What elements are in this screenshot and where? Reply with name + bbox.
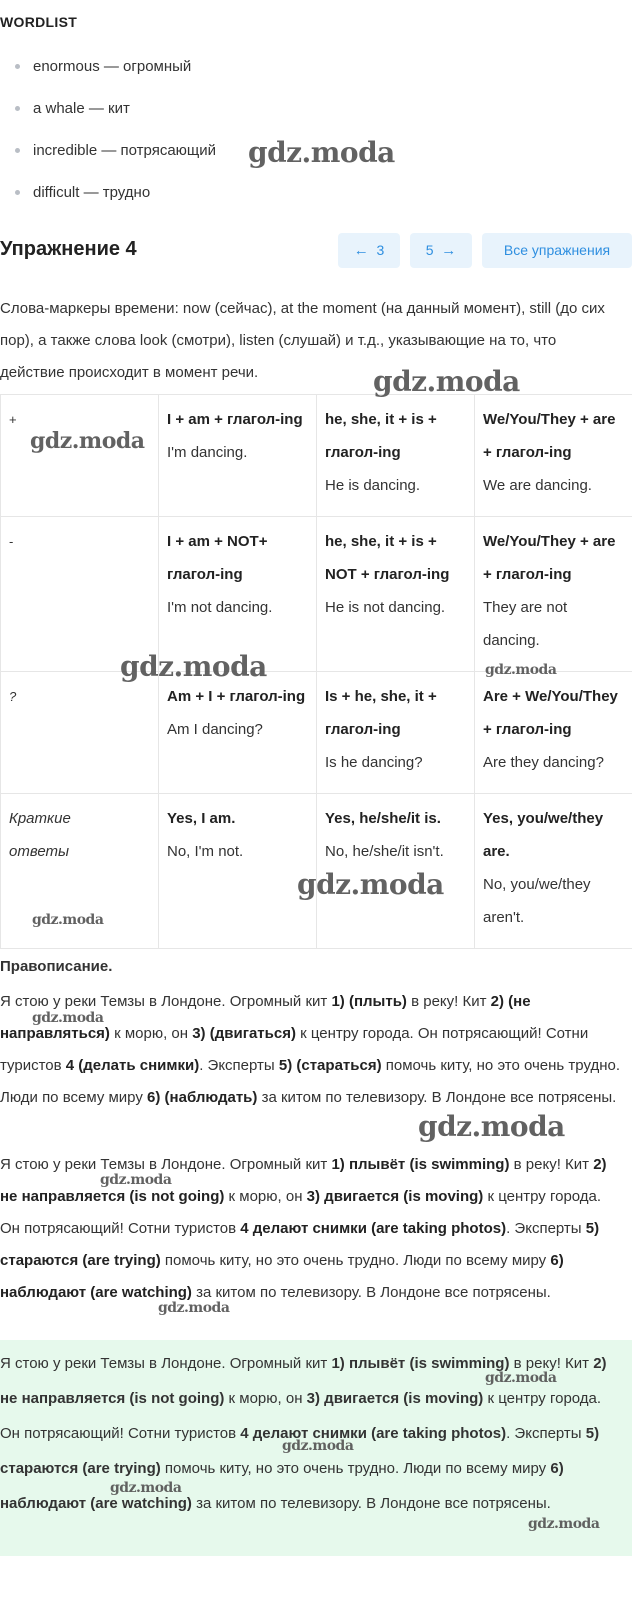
table-cell: he, she, it + is + NOT + глагол-ing He is not dancing. xyxy=(317,517,475,672)
bullet-icon xyxy=(15,64,20,69)
table-cell: Is + he, she, it + глагол-ing Is he dancing? xyxy=(317,672,475,794)
next-exercise-button[interactable]: 5 → xyxy=(410,233,472,268)
prev-exercise-button[interactable]: ← 3 xyxy=(338,233,400,268)
bullet-icon xyxy=(15,190,20,195)
row-label: ? xyxy=(1,672,159,794)
intro-text: Слова-маркеры времени: now (сейчас), at the moment (на данный момент), still (до сих пор), а также слова look (смотри), listen (слушай) и т.д., указывающие на то, что действие происходит в момент речи. xyxy=(0,300,605,381)
watermark: gdz.moda xyxy=(158,1300,230,1316)
table-cell: I + am + NOT+ глагол-ing I'm not dancing. xyxy=(159,517,317,672)
watermark: gdz.moda xyxy=(373,365,520,398)
watermark: gdz.moda xyxy=(110,1480,182,1496)
table-row xyxy=(1,395,632,517)
watermark: gdz.moda xyxy=(297,868,444,901)
wordlist-item: a whale — кит xyxy=(0,100,632,142)
watermark: gdz.moda xyxy=(528,1516,600,1532)
answer-text: Я стою у реки Темзы в Лондоне. Огромный кит 1) плывёт (is swimming) в реку! Кит 2) не направляется (is not going) к морю, он 3) двигается (is moving) к центру города. Он потрясающий! Сотни туристов 4 делают снимки (are taking photos). Эксперты 5) стараются (are trying) помочь киту, но это очень трудно. Люди по всему миру 6) наблюдают (are watching) за китом по телевизору. В Лондоне все потрясены. xyxy=(0,1156,607,1301)
table-cell: We/You/They + are + глагол-ing They are not dancing. xyxy=(475,517,632,672)
table-cell: Am + I + глагол-ing Am I dancing? xyxy=(159,672,317,794)
bullet-icon xyxy=(15,106,20,111)
table-cell: Are + We/You/They + глагол-ing Are they dancing? xyxy=(475,672,632,794)
watermark: gdz.moda xyxy=(30,428,145,454)
task-text: Я стою у реки Темзы в Лондоне. Огромный кит 1) (плыть) в реку! Кит 2) (не направляться) к морю, он 3) (двигаться) к центру города. Он потрясающий! Сотни туристов 4 (делать снимки). Эксперты 5) (стараться) помочь киту, но это очень трудно. Люди по всему миру 6) (наблюдать) за китом по телевизору. В Лондоне все потрясены. xyxy=(0,993,621,1106)
watermark: gdz.moda xyxy=(100,1172,172,1188)
spelling-heading: Правописание. xyxy=(0,958,113,975)
wordlist-item: enormous — огромный xyxy=(0,58,632,100)
row-label: - xyxy=(1,517,159,672)
arrow-left-icon: ← xyxy=(353,242,369,259)
watermark: gdz.moda xyxy=(32,1010,104,1026)
wordlist-item: difficult — трудно xyxy=(0,184,632,226)
watermark: gdz.moda xyxy=(282,1438,354,1454)
watermark: gdz.moda xyxy=(248,136,395,169)
table-cell: Yes, you/we/they are. No, you/we/they aren't. xyxy=(475,794,632,949)
wordlist-item: incredible — потрясающий xyxy=(0,142,632,184)
table-cell: I + am + глагол-ing I'm dancing. xyxy=(159,395,317,517)
table-cell: Yes, he/she/it is. No, he/she/it isn't. xyxy=(317,794,475,949)
watermark: gdz.moda xyxy=(485,662,557,678)
exercise-title: Упражнение 4 xyxy=(0,238,137,260)
table-row xyxy=(1,672,632,794)
table-cell: he, she, it + is + глагол-ing He is dancing. xyxy=(317,395,475,517)
wordlist-title: WORDLIST xyxy=(0,14,78,30)
table-row xyxy=(1,517,632,672)
watermark: gdz.moda xyxy=(120,650,267,683)
table-cell: We/You/They + are + глагол-ing We are dancing. xyxy=(475,395,632,517)
all-exercises-button[interactable]: Все упражнения xyxy=(482,233,632,268)
bullet-icon xyxy=(15,148,20,153)
table-cell: Yes, I am. No, I'm not. xyxy=(159,794,317,949)
watermark: gdz.moda xyxy=(32,912,104,928)
answer-highlight-text: Я стою у реки Темзы в Лондоне. Огромный кит 1) плывёт (is swimming) в реку! Кит 2) не направляется (is not going) к морю, он 3) двигается (is moving) к центру города. Он потрясающий! Сотни туристов 4 делают снимки (are taking photos). Эксперты 5) стараются (are trying) помочь киту, но это очень трудно. Люди по всему миру 6) наблюдают (are watching) за китом по телевизору. В Лондоне все потрясены. xyxy=(0,1355,607,1512)
row-label: + xyxy=(1,395,159,517)
row-label: Краткие ответы xyxy=(1,794,159,949)
watermark: gdz.moda xyxy=(418,1110,565,1143)
watermark: gdz.moda xyxy=(485,1370,557,1386)
arrow-right-icon: → xyxy=(441,242,457,259)
